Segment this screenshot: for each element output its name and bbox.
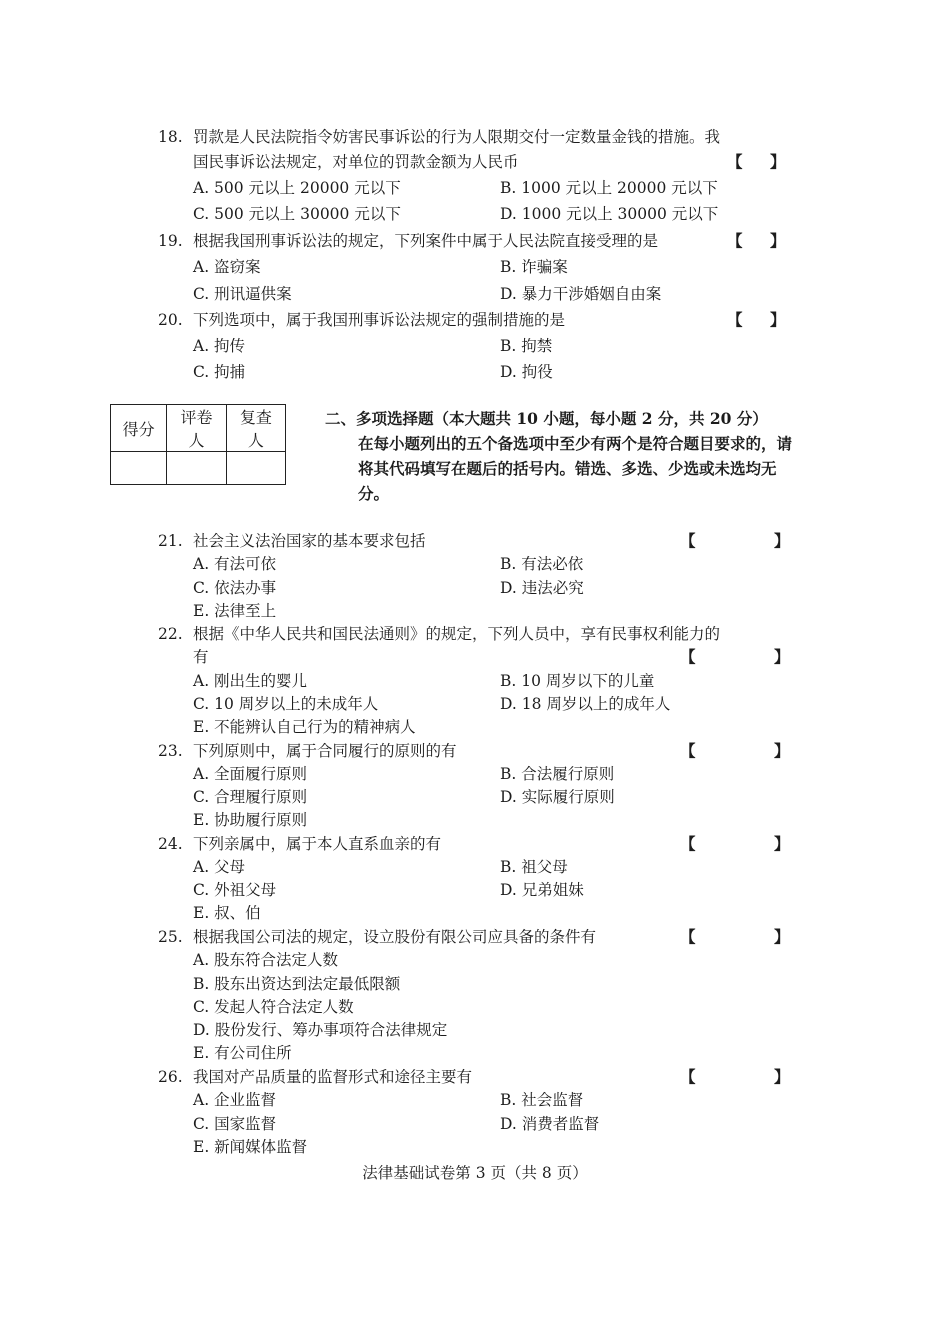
question-text: 根据我国公司法的规定，设立股份有限公司应具备的条件有 [193, 928, 597, 946]
option-c: C. 拘捕 [193, 363, 246, 381]
answer-bracket-left: 【 [727, 231, 743, 250]
option-d: D. 违法必究 [500, 579, 584, 597]
score-box-clip [122, 400, 322, 476]
question-number: 26. [158, 1068, 183, 1086]
answer-bracket-right: 】 [770, 231, 786, 250]
score-cell [111, 452, 167, 485]
option-e: E. 新闻媒体监督 [193, 1138, 308, 1156]
question-text: 有 [193, 648, 209, 666]
option-a: A. 全面履行原则 [193, 765, 308, 783]
score-header: 得分 [111, 405, 167, 452]
option-d: D. 暴力干涉婚姻自由案 [500, 285, 662, 303]
question-number: 23. [158, 742, 183, 760]
answer-bracket-left: 【 [680, 531, 696, 550]
option-e: E. 叔、伯 [193, 904, 261, 922]
option-d: D. 股份发行、筹办事项符合法律规定 [193, 1021, 448, 1039]
option-d: D. 1000 元以上 30000 元以下 [500, 205, 719, 223]
question-text: 罚款是人民法院指令妨害民事诉讼的行为人限期交付一定数量金钱的措施。我 [193, 128, 721, 146]
reviewer-cell [226, 452, 285, 485]
answer-bracket-right: 】 [774, 834, 790, 853]
option-d: D. 兄弟姐妹 [500, 881, 584, 899]
question-number: 20. [158, 311, 183, 329]
option-b: B. 有法必依 [500, 555, 584, 573]
option-c: C. 发起人符合法定人数 [193, 998, 354, 1016]
question-number: 19. [158, 232, 183, 250]
option-a: A. 股东符合法定人数 [193, 951, 339, 969]
option-c: C. 合理履行原则 [193, 788, 308, 806]
option-c: C. 刑讯逼供案 [193, 285, 292, 303]
answer-bracket-left: 【 [727, 152, 743, 171]
reviewer-header: 复查人 [226, 405, 285, 452]
answer-bracket-right: 】 [774, 647, 790, 666]
question-text: 下列亲属中，属于本人直系血亲的有 [193, 835, 442, 853]
option-b: B. 拘禁 [500, 337, 553, 355]
option-b: B. 合法履行原则 [500, 765, 615, 783]
option-b: B. 股东出资达到法定最低限额 [193, 975, 401, 993]
option-d: D. 18 周岁以上的成年人 [500, 695, 671, 713]
option-b: B. 社会监督 [500, 1091, 584, 1109]
option-d: D. 实际履行原则 [500, 788, 615, 806]
option-a: A. 盗窃案 [193, 258, 261, 276]
option-c: C. 500 元以上 30000 元以下 [193, 205, 401, 223]
option-b: B. 10 周岁以下的儿童 [500, 672, 655, 690]
option-b: B. 祖父母 [500, 858, 568, 876]
option-c: C. 10 周岁以上的未成年人 [193, 695, 379, 713]
option-a: A. 刚出生的婴儿 [193, 672, 308, 690]
answer-bracket-left: 【 [680, 741, 696, 760]
section-heading [325, 406, 793, 506]
option-a: A. 拘传 [193, 337, 246, 355]
option-a: A. 企业监督 [193, 1091, 277, 1109]
option-c: C. 国家监督 [193, 1115, 277, 1133]
question-text: 下列选项中，属于我国刑事诉讼法规定的强制措施的是 [193, 311, 566, 329]
answer-bracket-left: 【 [680, 1067, 696, 1086]
question-text: 根据《中华人民共和国民法通则》的规定，下列人员中，享有民事权利能力的 [193, 625, 721, 643]
grader-header: 评卷人 [167, 405, 226, 452]
question-text: 社会主义法治国家的基本要求包括 [193, 532, 426, 550]
option-e: E. 协助履行原则 [193, 811, 308, 829]
answer-bracket-right: 】 [770, 310, 786, 329]
answer-bracket-right: 】 [774, 927, 790, 946]
question-number: 21. [158, 532, 183, 550]
option-d: D. 拘役 [500, 363, 553, 381]
option-a: A. 有法可依 [193, 555, 277, 573]
grader-cell [167, 452, 226, 485]
answer-bracket-right: 】 [774, 741, 790, 760]
option-c: C. 外祖父母 [193, 881, 277, 899]
question-text: 根据我国刑事诉讼法的规定，下列案件中属于人民法院直接受理的是 [193, 232, 659, 250]
option-d: D. 消费者监督 [500, 1115, 600, 1133]
answer-bracket-left: 【 [680, 927, 696, 946]
option-c: C. 依法办事 [193, 579, 277, 597]
page-footer: 法律基础试卷第 3 页（共 8 页） [362, 1164, 588, 1182]
option-a: A. 父母 [193, 858, 246, 876]
answer-bracket-left: 【 [680, 834, 696, 853]
question-number: 22. [158, 625, 183, 643]
answer-bracket-right: 】 [770, 152, 786, 171]
answer-bracket-left: 【 [680, 647, 696, 666]
question-text: 下列原则中，属于合同履行的原则的有 [193, 742, 457, 760]
question-text: 国民事诉讼法规定，对单位的罚款金额为人民币 [193, 153, 519, 171]
option-b: B. 诈骗案 [500, 258, 568, 276]
option-b: B. 1000 元以上 20000 元以下 [500, 179, 718, 197]
section-title: 二、多项选择题（本大题共 10 小题，每小题 2 分，共 20 分） [325, 409, 768, 428]
answer-bracket-right: 】 [774, 531, 790, 550]
question-text: 我国对产品质量的监督形式和途径主要有 [193, 1068, 473, 1086]
option-e: E. 法律至上 [193, 602, 277, 620]
question-number: 25. [158, 928, 183, 946]
option-e: E. 有公司住所 [193, 1044, 292, 1062]
answer-bracket-left: 【 [727, 310, 743, 329]
question-number: 18. [158, 128, 183, 146]
section-instructions: 在每小题列出的五个备选项中至少有两个是符合题目要求的，请将其代码填写在题后的括号内。错选、多选、少选或未选均无分。 [358, 434, 793, 503]
option-a: A. 500 元以上 20000 元以下 [193, 179, 401, 197]
score-table [110, 404, 286, 485]
question-number: 24. [158, 835, 183, 853]
answer-bracket-right: 】 [774, 1067, 790, 1086]
option-e: E. 不能辨认自己行为的精神病人 [193, 718, 416, 736]
